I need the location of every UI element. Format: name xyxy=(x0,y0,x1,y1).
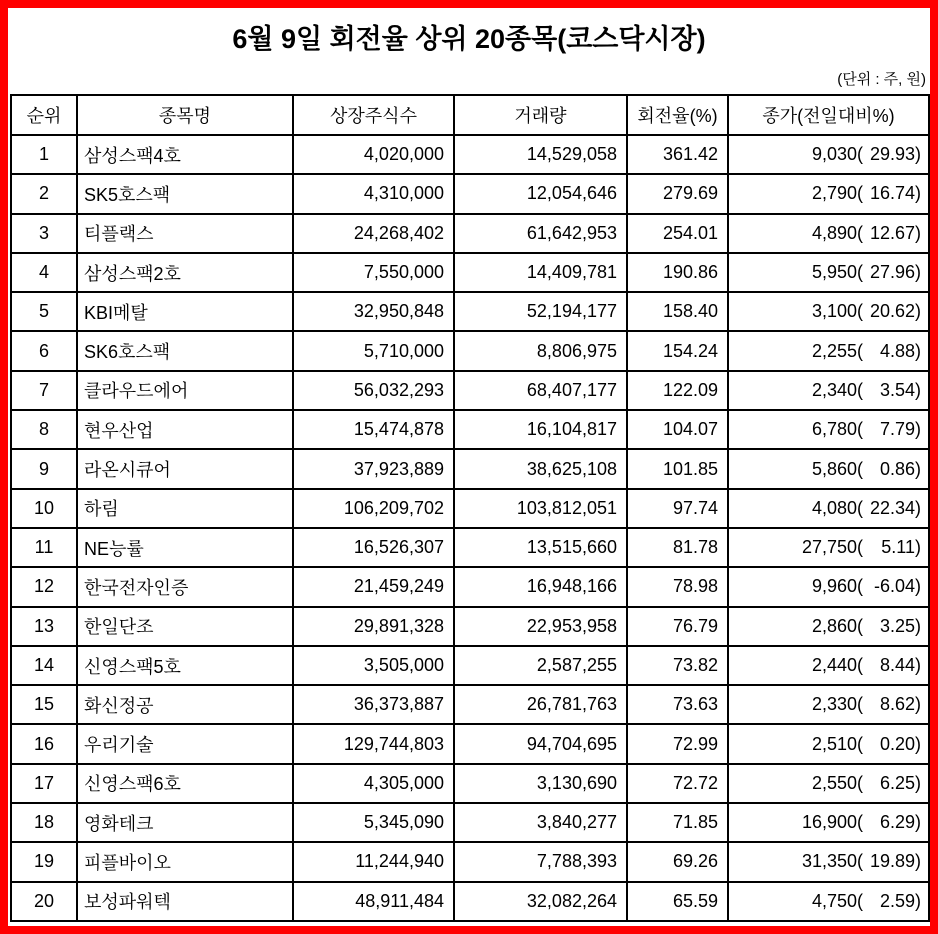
volume-cell: 26,781,763 xyxy=(454,685,627,724)
rank-cell: 14 xyxy=(11,646,77,685)
turnover-rate-cell: 190.86 xyxy=(627,253,728,292)
close-price-value: 3,100 xyxy=(811,301,857,322)
listed-shares-cell: 5,710,000 xyxy=(293,331,454,370)
open-paren: ( xyxy=(857,772,863,793)
listed-shares-cell: 4,305,000 xyxy=(293,764,454,803)
close-price-wrap xyxy=(729,301,921,322)
listed-shares-cell: 11,244,940 xyxy=(293,842,454,881)
close-price-cell xyxy=(728,410,929,449)
change-percent-value: 4.88 xyxy=(879,340,915,361)
turnover-rate-cell: 101.85 xyxy=(627,449,728,488)
rank-cell: 6 xyxy=(11,331,77,370)
volume-cell: 13,515,660 xyxy=(454,528,627,567)
change-percent-value: 6.25 xyxy=(879,772,915,793)
close-price-wrap xyxy=(729,419,921,440)
table-header-row xyxy=(11,95,929,135)
turnover-rate-cell: 122.09 xyxy=(627,371,728,410)
close-price-wrap xyxy=(729,616,921,637)
close-price-cell xyxy=(728,135,929,174)
listed-shares-cell: 32,950,848 xyxy=(293,292,454,331)
listed-shares-cell: 106,209,702 xyxy=(293,489,454,528)
close-price-wrap xyxy=(729,773,921,794)
rank-cell: 19 xyxy=(11,842,77,881)
stock-name-cell: SK5호스팩 xyxy=(77,174,293,213)
volume-cell: 14,409,781 xyxy=(454,253,627,292)
close-paren: ) xyxy=(915,537,921,558)
stock-name-cell: 영화테크 xyxy=(77,803,293,842)
close-paren: ) xyxy=(915,576,921,597)
turnover-rate-cell: 254.01 xyxy=(627,214,728,253)
close-price-wrap xyxy=(729,734,921,755)
turnover-rate-cell: 72.99 xyxy=(627,724,728,763)
close-price-value: 27,750 xyxy=(801,537,857,558)
close-price-value: 2,330 xyxy=(811,694,857,715)
open-paren: ( xyxy=(857,576,863,597)
close-price-value: 9,960 xyxy=(811,576,857,597)
volume-cell: 94,704,695 xyxy=(454,724,627,763)
open-paren: ( xyxy=(857,458,863,479)
close-price-cell xyxy=(728,489,929,528)
close-price-wrap xyxy=(729,223,921,244)
turnover-rate-cell: 158.40 xyxy=(627,292,728,331)
open-paren: ( xyxy=(857,851,863,872)
close-price-cell xyxy=(728,882,929,921)
volume-cell: 3,130,690 xyxy=(454,764,627,803)
table-row xyxy=(11,724,929,763)
listed-shares-cell: 56,032,293 xyxy=(293,371,454,410)
turnover-rate-cell: 73.63 xyxy=(627,685,728,724)
close-price-wrap xyxy=(729,459,921,480)
close-paren: ) xyxy=(915,458,921,479)
volume-cell: 7,788,393 xyxy=(454,842,627,881)
stock-name-cell: 피플바이오 xyxy=(77,842,293,881)
open-paren: ( xyxy=(857,733,863,754)
close-price-cell xyxy=(728,567,929,606)
close-price-value: 4,750 xyxy=(811,890,857,911)
stock-name-cell: 신영스팩5호 xyxy=(77,646,293,685)
change-percent-value: -6.04 xyxy=(873,576,915,597)
rank-cell: 20 xyxy=(11,882,77,921)
open-paren: ( xyxy=(857,379,863,400)
change-percent-value: 19.89 xyxy=(869,851,915,872)
change-percent-value: 0.86 xyxy=(879,458,915,479)
volume-cell: 32,082,264 xyxy=(454,882,627,921)
table-row xyxy=(11,371,929,410)
column-header-name: 종목명 xyxy=(77,95,293,135)
close-price-cell xyxy=(728,528,929,567)
rank-cell: 8 xyxy=(11,410,77,449)
open-paren: ( xyxy=(857,183,863,204)
open-paren: ( xyxy=(857,615,863,636)
turnover-rate-cell: 361.42 xyxy=(627,135,728,174)
close-paren: ) xyxy=(915,379,921,400)
close-paren: ) xyxy=(915,144,921,165)
stock-name-cell: 화신정공 xyxy=(77,685,293,724)
table-row xyxy=(11,685,929,724)
close-price-wrap xyxy=(729,498,921,519)
close-paren: ) xyxy=(915,615,921,636)
close-price-cell xyxy=(728,292,929,331)
stock-name-cell: 티플랙스 xyxy=(77,214,293,253)
open-paren: ( xyxy=(857,890,863,911)
table-row xyxy=(11,292,929,331)
listed-shares-cell: 37,923,889 xyxy=(293,449,454,488)
stock-name-cell: 라온시큐어 xyxy=(77,449,293,488)
open-paren: ( xyxy=(857,655,863,675)
close-price-value: 9,030 xyxy=(811,144,857,165)
change-percent-value: 20.62 xyxy=(869,301,915,322)
change-percent-value: 3.25 xyxy=(879,615,915,636)
close-price-wrap xyxy=(729,537,921,558)
close-price-wrap xyxy=(729,655,921,676)
turnover-rate-cell: 81.78 xyxy=(627,528,728,567)
close-price-cell xyxy=(728,803,929,842)
table-row xyxy=(11,803,929,842)
close-paren: ) xyxy=(915,772,921,793)
close-paren: ) xyxy=(915,340,921,361)
listed-shares-cell: 4,020,000 xyxy=(293,135,454,174)
listed-shares-cell: 129,744,803 xyxy=(293,724,454,763)
close-price-wrap xyxy=(729,262,921,283)
close-price-cell xyxy=(728,253,929,292)
close-paren: ) xyxy=(915,301,921,322)
close-price-value: 2,255 xyxy=(811,340,857,361)
volume-cell: 68,407,177 xyxy=(454,371,627,410)
table-row xyxy=(11,646,929,685)
close-price-value: 2,860 xyxy=(811,615,857,636)
listed-shares-cell: 29,891,328 xyxy=(293,607,454,646)
rank-cell: 3 xyxy=(11,214,77,253)
change-percent-value: 16.74 xyxy=(869,183,915,204)
stock-name-cell: 삼성스팩2호 xyxy=(77,253,293,292)
close-price-cell xyxy=(728,214,929,253)
listed-shares-cell: 36,373,887 xyxy=(293,685,454,724)
open-paren: ( xyxy=(857,694,863,715)
close-price-cell xyxy=(728,331,929,370)
turnover-rate-cell: 76.79 xyxy=(627,607,728,646)
close-price-wrap xyxy=(729,183,921,204)
volume-cell: 52,194,177 xyxy=(454,292,627,331)
turnover-rate-cell: 69.26 xyxy=(627,842,728,881)
volume-cell: 3,840,277 xyxy=(454,803,627,842)
stock-name-cell: 한일단조 xyxy=(77,607,293,646)
volume-cell: 61,642,953 xyxy=(454,214,627,253)
close-price-wrap xyxy=(729,341,921,362)
rank-cell: 15 xyxy=(11,685,77,724)
close-paren: ) xyxy=(915,812,921,833)
close-paren: ) xyxy=(915,419,921,440)
close-price-value: 2,440 xyxy=(811,655,857,675)
close-price-cell xyxy=(728,724,929,763)
listed-shares-cell: 4,310,000 xyxy=(293,174,454,213)
volume-cell: 16,104,817 xyxy=(454,410,627,449)
volume-cell: 14,529,058 xyxy=(454,135,627,174)
close-price-value: 4,890 xyxy=(811,222,857,243)
column-header-turnover: 회전율(%) xyxy=(627,95,728,135)
listed-shares-cell: 15,474,878 xyxy=(293,410,454,449)
rank-cell: 2 xyxy=(11,174,77,213)
table-row xyxy=(11,882,929,921)
open-paren: ( xyxy=(857,419,863,440)
close-paren: ) xyxy=(915,890,921,911)
open-paren: ( xyxy=(857,340,863,361)
close-paren: ) xyxy=(915,183,921,204)
close-price-cell xyxy=(728,685,929,724)
table-row xyxy=(11,567,929,606)
open-paren: ( xyxy=(857,537,863,558)
volume-cell: 12,054,646 xyxy=(454,174,627,213)
close-price-wrap xyxy=(729,144,921,165)
close-price-wrap xyxy=(729,380,921,401)
open-paren: ( xyxy=(857,497,863,518)
turnover-rate-cell: 78.98 xyxy=(627,567,728,606)
volume-cell: 2,587,255 xyxy=(454,646,627,685)
rank-cell: 17 xyxy=(11,764,77,803)
close-paren: ) xyxy=(915,262,921,283)
open-paren: ( xyxy=(857,222,863,243)
turnover-rate-cell: 65.59 xyxy=(627,882,728,921)
listed-shares-cell: 24,268,402 xyxy=(293,214,454,253)
rank-cell: 7 xyxy=(11,371,77,410)
close-price-value: 5,860 xyxy=(811,458,857,479)
rank-cell: 12 xyxy=(11,567,77,606)
turnover-rate-cell: 104.07 xyxy=(627,410,728,449)
close-price-wrap xyxy=(729,851,921,872)
turnover-rate-cell: 71.85 xyxy=(627,803,728,842)
table-row xyxy=(11,764,929,803)
listed-shares-cell: 7,550,000 xyxy=(293,253,454,292)
stock-name-cell: SK6호스팩 xyxy=(77,331,293,370)
turnover-rate-cell: 73.82 xyxy=(627,646,728,685)
listed-shares-cell: 48,911,484 xyxy=(293,882,454,921)
close-price-cell xyxy=(728,449,929,488)
change-percent-value: 29.93 xyxy=(869,144,915,165)
close-price-value: 5,950 xyxy=(811,262,857,283)
listed-shares-cell: 3,505,000 xyxy=(293,646,454,685)
close-price-cell xyxy=(728,174,929,213)
column-header-rank: 순위 xyxy=(11,95,77,135)
close-price-value: 16,900 xyxy=(801,812,857,833)
table-row xyxy=(11,331,929,370)
close-price-cell xyxy=(728,842,929,881)
rank-cell: 16 xyxy=(11,724,77,763)
stock-name-cell: 우리기술 xyxy=(77,724,293,763)
stock-name-cell: NE능률 xyxy=(77,528,293,567)
stock-name-cell: KBI메탈 xyxy=(77,292,293,331)
close-price-wrap xyxy=(729,694,921,715)
change-percent-value: 8.62 xyxy=(879,694,915,715)
close-paren: ) xyxy=(915,497,921,518)
volume-cell: 38,625,108 xyxy=(454,449,627,488)
unit-note: (단위 : 주, 원) xyxy=(837,71,926,88)
rank-cell: 18 xyxy=(11,803,77,842)
listed-shares-cell: 21,459,249 xyxy=(293,567,454,606)
table-row xyxy=(11,410,929,449)
change-percent-value: 0.20 xyxy=(879,733,915,754)
stock-name-cell: 보성파워텍 xyxy=(77,882,293,921)
column-header-shares: 상장주식수 xyxy=(293,95,454,135)
table-row xyxy=(11,253,929,292)
table-row xyxy=(11,842,929,881)
close-paren: ) xyxy=(915,222,921,243)
close-price-value: 31,350 xyxy=(801,851,857,872)
page-title: 6월 9일 회전율 상위 20종목(코스닥시장) xyxy=(232,24,706,54)
table-row xyxy=(11,135,929,174)
turnover-rate-cell: 72.72 xyxy=(627,764,728,803)
stock-name-cell: 한국전자인증 xyxy=(77,567,293,606)
table-row xyxy=(11,174,929,213)
open-paren: ( xyxy=(857,144,863,165)
close-price-cell xyxy=(728,646,929,685)
close-paren: ) xyxy=(915,733,921,754)
table-row xyxy=(11,449,929,488)
close-paren: ) xyxy=(915,851,921,872)
change-percent-value: 27.96 xyxy=(869,262,915,283)
open-paren: ( xyxy=(857,262,863,283)
close-price-cell xyxy=(728,607,929,646)
turnover-rate-cell: 279.69 xyxy=(627,174,728,213)
change-percent-value: 3.54 xyxy=(879,379,915,400)
table-row xyxy=(11,214,929,253)
close-price-value: 2,790 xyxy=(811,183,857,204)
close-price-value: 2,510 xyxy=(811,733,857,754)
stock-name-cell: 하림 xyxy=(77,489,293,528)
change-percent-value: 2.59 xyxy=(879,890,915,911)
rank-cell: 1 xyxy=(11,135,77,174)
volume-cell: 8,806,975 xyxy=(454,331,627,370)
volume-cell: 16,948,166 xyxy=(454,567,627,606)
table-row xyxy=(11,607,929,646)
stock-name-cell: 신영스팩6호 xyxy=(77,764,293,803)
table-row xyxy=(11,489,929,528)
change-percent-value: 12.67 xyxy=(869,222,915,243)
turnover-rate-cell: 154.24 xyxy=(627,331,728,370)
column-header-volume: 거래량 xyxy=(454,95,627,135)
close-price-cell xyxy=(728,371,929,410)
close-price-value: 6,780 xyxy=(811,419,857,440)
rank-cell: 10 xyxy=(11,489,77,528)
rank-cell: 11 xyxy=(11,528,77,567)
close-price-wrap xyxy=(729,576,921,597)
close-paren: ) xyxy=(915,694,921,715)
stock-name-cell: 현우산업 xyxy=(77,410,293,449)
change-percent-value: 22.34 xyxy=(869,497,915,518)
close-price-wrap xyxy=(729,812,921,833)
listed-shares-cell: 5,345,090 xyxy=(293,803,454,842)
rank-cell: 13 xyxy=(11,607,77,646)
volume-cell: 103,812,051 xyxy=(454,489,627,528)
column-header-close: 종가(전일대비%) xyxy=(728,95,929,135)
open-paren: ( xyxy=(857,301,863,322)
close-price-wrap xyxy=(729,891,921,912)
change-percent-value: 5.11 xyxy=(881,537,915,558)
close-price-value: 2,550 xyxy=(811,772,857,793)
close-price-value: 2,340 xyxy=(811,379,857,400)
stock-name-cell: 클라우드에어 xyxy=(77,371,293,410)
close-paren: ) xyxy=(915,655,921,675)
close-price-value: 4,080 xyxy=(811,497,857,518)
table-row xyxy=(11,528,929,567)
rank-cell: 9 xyxy=(11,449,77,488)
table-body xyxy=(11,135,929,921)
open-paren: ( xyxy=(857,812,863,833)
volume-cell: 22,953,958 xyxy=(454,607,627,646)
change-percent-value: 8.44 xyxy=(879,655,915,675)
change-percent-value: 6.29 xyxy=(879,812,915,833)
turnover-rate-cell: 97.74 xyxy=(627,489,728,528)
stock-name-cell: 삼성스팩4호 xyxy=(77,135,293,174)
rank-cell: 5 xyxy=(11,292,77,331)
close-price-cell xyxy=(728,764,929,803)
turnover-ranking-table xyxy=(10,94,930,922)
listed-shares-cell: 16,526,307 xyxy=(293,528,454,567)
rank-cell: 4 xyxy=(11,253,77,292)
change-percent-value: 7.79 xyxy=(879,419,915,440)
